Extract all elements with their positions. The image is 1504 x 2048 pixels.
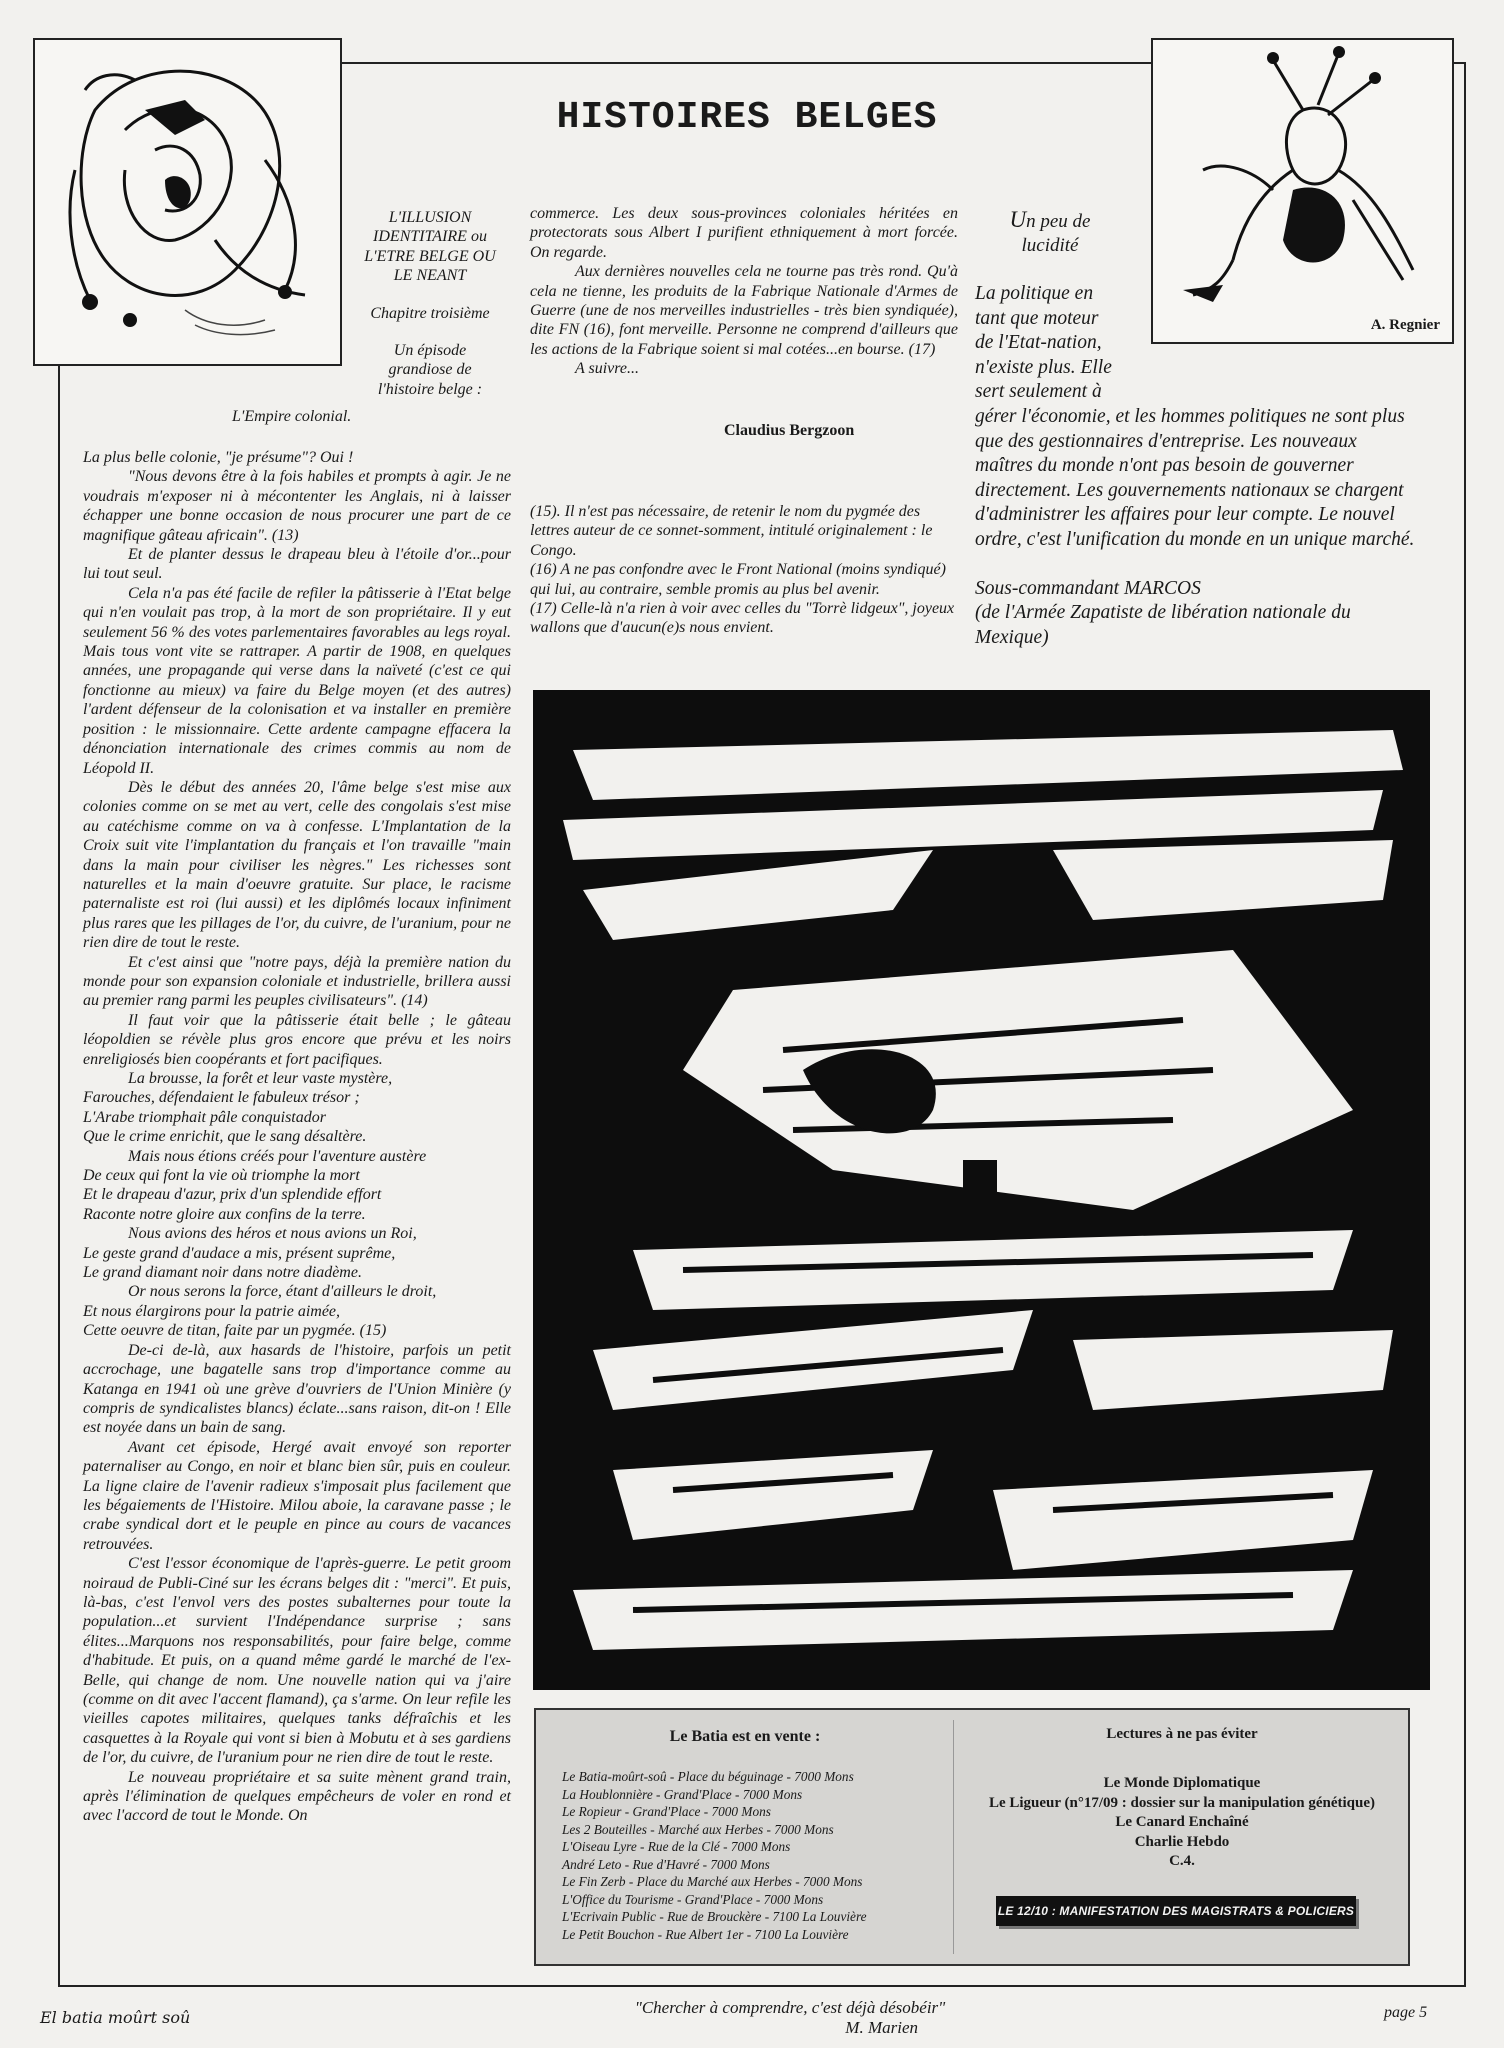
- illustration-credit: A. Regnier: [1370, 317, 1440, 333]
- paragraph: Il faut voir que la pâtisserie était belle ; le gâteau léopoldien se révèle plus gros encore que prévu et les noirs enreligiosés bien coopérants et fort pacifiques.: [83, 1011, 511, 1068]
- list-item: Les 2 Bouteilles - Marché aux Herbes - 7000 Mons: [562, 1821, 834, 1837]
- article2-title: [980, 208, 1120, 258]
- title-initial: U: [1009, 207, 1027, 232]
- jester-illustration-left: [33, 38, 342, 366]
- list-item: André Leto - Rue d'Havré - 7000 Mons: [562, 1856, 770, 1872]
- paragraph: Et de planter dessus le drapeau bleu à l'étoile d'or...pour lui tout seul.: [83, 546, 511, 583]
- verse-line: Le geste grand d'audace a mis, présent suprême,: [83, 1244, 396, 1262]
- list-item: Le Ropieur - Grand'Place - 7000 Mons: [562, 1804, 771, 1819]
- verse-line: Farouches, défendaient le fabuleux trésor ;: [83, 1089, 360, 1107]
- list-item: Charlie Hebdo: [1134, 1833, 1230, 1850]
- footnote: (17) Celle-là n'a rien à voir avec celles du "Torrè lidgeux", joyeux wallons que d'aucun(e)s nous envient.: [530, 600, 955, 637]
- paragraph: Le nouveau propriétaire et sa suite mènent grand train, après l'élimination de quelques empêcheurs de voler en rond et avec l'accord de tout le Monde. On: [83, 1768, 511, 1825]
- woodcut-landscape-image: [533, 690, 1430, 1690]
- list-item: C.4.: [1169, 1853, 1195, 1869]
- body-line: de l'Etat-nation,: [975, 332, 1102, 354]
- list-item: Le Canard Enchaîné: [1115, 1814, 1249, 1830]
- list-item: L'Ecrivain Public - Rue de Brouckère - 7100 La Louvière: [562, 1909, 867, 1924]
- page-number: page 5: [1384, 2004, 1428, 2021]
- list-item: Le Petit Bouchon - Rue Albert 1er - 7100 La Louvière: [562, 1926, 849, 1942]
- intro-heading: L'ILLUSION IDENTITAIRE ou L'ETRE BELGE OU LE NEANT: [364, 209, 496, 285]
- article-author: Claudius Bergzoon: [724, 422, 855, 439]
- verse-line: Nous avions des héros et nous avions un Roi,: [128, 1225, 417, 1243]
- verse-line: Et le drapeau d'azur, prix d'un splendide effort: [83, 1186, 382, 1204]
- verse-line: Mais nous étions créés pour l'aventure austère: [128, 1147, 427, 1165]
- verse-line: Que le crime enrichit, que le sang désaltère.: [83, 1128, 367, 1146]
- intro-chapter: Chapitre troisième: [370, 304, 490, 322]
- jester-drawing-right: [1153, 40, 1452, 320]
- article-subtitle: L'Empire colonial.: [232, 408, 352, 425]
- paragraph: Et c'est ainsi que "notre pays, déjà la première nation du monde pour son expansion coloniale et industrielle, brillera aussi au premier rang parmi les peuples civilisateurs". (14): [83, 953, 511, 1010]
- paragraph: De-ci de-là, aux hasards de l'histoire, parfois un petit accrochage, une bagatelle sans trop d'importance comme au Katanga en 1941 où une grève d'ouvriers de l'Union Minière (y compris de syndicalistes blancs) éclate...sans raison, dit-on ! Elle est noyée dans un bain de sang.: [83, 1341, 511, 1437]
- info-panel: [534, 1708, 1410, 1966]
- sale-box-title: Le Batia est en vente :: [669, 1728, 821, 1745]
- verse-line: Le grand diamant noir dans notre diadème.: [83, 1264, 362, 1282]
- intro-episode: Un épisode grandiose de l'histoire belge :: [377, 342, 483, 398]
- title-rest: n peu de: [1026, 211, 1091, 232]
- quote-text: "Chercher à comprendre, c'est déjà désobéir": [634, 1998, 946, 2017]
- signature-affiliation: (de l'Armée Zapatiste de libération nationale du Mexique): [975, 602, 1351, 648]
- quote-author: M. Marien: [845, 2018, 918, 2037]
- verse-line: Or nous serons la force, étant d'ailleurs le droit,: [128, 1283, 437, 1301]
- body-line: sert seulement à: [975, 381, 1102, 403]
- article-middle-column: [530, 204, 958, 379]
- verse-line: Et nous élargirons pour la patrie aimée,: [83, 1302, 341, 1320]
- announcement-banner: LE 12/10 : MANIFESTATION DES MAGISTRATS & POLICIERS: [996, 1896, 1356, 1926]
- list-item: Le Fin Zerb - Place du Marché aux Herbes - 7000 Mons: [562, 1874, 863, 1889]
- woodcut-drawing: [533, 690, 1430, 1690]
- list-item: Le Ligueur (n°17/09 : dossier sur la manipulation génétique): [988, 1794, 1376, 1811]
- paragraph: Avant cet épisode, Hergé avait envoyé son reporter paternaliser au Congo, en noir et blanc bien sûr, puis en couleur. La ligne claire de l'avenir radieux s'imposait plus facilement que les bégaiements de l'Histoire. Milou aboie, la caravane passe ; le crabe syndical dort et le peuple en pince au cours de vacances retrouvées.: [83, 1438, 511, 1553]
- paragraph: "Nous devons être à la fois habiles et prompts à agir. Je ne voudrais m'exposer ni à mécontenter les Anglais, ni à laisser échapper une bonne occasion de nous procurer une part de ce magnifique gâteau africain". (13): [83, 468, 511, 544]
- verse-line: De ceux qui font la vie où triomphe la mort: [83, 1167, 360, 1185]
- sale-locations-list: [562, 1768, 942, 1943]
- paragraph: commerce. Les deux sous-provinces coloniales héritées en protectorats sous Albert I purifient ethniquement à mort forcée. On regarde.: [530, 205, 958, 261]
- body-line: n'existe plus. Elle: [975, 356, 1112, 378]
- paragraph: La plus belle colonie, "je présume"? Oui !: [83, 449, 354, 466]
- body-paragraph: gérer l'économie, et les hommes politiques ne sont plus que des gestionnaires d'entreprise. Les nouveaux maîtres du monde n'ont pas besoin de gouverner directement. Les gouvernements nationaux se chargent d'administrer les affaires pour leur compte. Le nouvel ordre, c'est l'unification du monde en un unique marché.: [975, 405, 1415, 550]
- page-title: HISTOIRES BELGES: [556, 96, 938, 139]
- verse-line: Raconte notre gloire aux confins de la terre.: [83, 1205, 366, 1223]
- footnote: (15). Il n'est pas nécessaire, de retenir le nom du pygmée des lettres auteur de ce sonnet-somment, intitulé originalement : le Congo.: [530, 503, 933, 559]
- jester-drawing-left: [35, 40, 340, 364]
- body-line: tant que moteur: [975, 307, 1099, 329]
- reading-box-title: Lectures à ne pas éviter: [1106, 1726, 1258, 1742]
- list-item: La Houblonnière - Grand'Place - 7000 Mons: [562, 1786, 803, 1802]
- article-left-column: [83, 448, 511, 1826]
- reading-list: [954, 1774, 1410, 1872]
- list-item: L'Oiseau Lyre - Rue de la Clé - 7000 Mons: [562, 1839, 791, 1854]
- body-line: La politique en: [975, 283, 1094, 304]
- paragraph: Dès le début des années 20, l'âme belge s'est mise aux colonies comme on se met au vert, celle des congolais s'est mise au catéchisme comme on va à confesse. L'Implantation de la Croix suit vite l'implantation du français et l'on travaille "main dans la main pour civiliser les nègres." Les richesses sont naturelles et la main d'oeuvre gratuite. Sur place, le racisme paternaliste est roi (lui aussi) et les diplômés locaux infiniment plus rares que les pillages de l'or, du cuivre, de l'uranium, pour ne rien dire de tout le reste.: [83, 778, 511, 952]
- article2-body: [975, 282, 1415, 650]
- footnote: (16) A ne pas confondre avec le Front National (moins syndiqué) qui lui, au contraire, semble promis au plus bel avenir.: [530, 561, 946, 598]
- list-item: Le Batia-moûrt-soû - Place du béguinage - 7000 Mons: [562, 1769, 854, 1784]
- list-item: Le Monde Diplomatique: [1103, 1775, 1261, 1791]
- footer-publication-name: El batia moûrt soû: [40, 2008, 191, 2027]
- verse-line: La brousse, la forêt et leur vaste mystère,: [128, 1070, 393, 1087]
- paragraph: A suivre...: [575, 360, 639, 378]
- footer-quote: [570, 1998, 1010, 2038]
- paragraph: C'est l'essor économique de l'après-guerre. Le petit groom noiraud de Publi-Ciné sur les écrans belges dit : "merci". Et puis, là-bas, c'est l'envol vers des postes subalternes pour toute la population...et survient l'Indépendance surprise ; sans élites...Marquons nos responsabilités, pour faire belge, comme d'habitude. Et puis, on a quand même gardé le marché de l'ex-Belle, qui change de nom. Une nouvelle nation qui va j'aire (comme on dit avec l'accent flamand), ça s'arme. On leur refile les vieilles capotes militaires, quelques tanks défraîchis et les casquettes à la Royale qui vont si bien à Mobutu et à ses gardiens de l'or, du cuivre, de l'uranium pour ne rien dire de tout le reste.: [83, 1555, 511, 1767]
- signature-name: Sous-commandant MARCOS: [975, 577, 1201, 599]
- article-intro: [360, 208, 500, 417]
- list-item: L'Office du Tourisme - Grand'Place - 7000 Mons: [562, 1891, 824, 1907]
- footnotes: [530, 502, 958, 638]
- verse-line: Cette oeuvre de titan, faite par un pygmée. (15): [83, 1322, 387, 1340]
- paragraph: Aux dernières nouvelles cela ne tourne pas très rond. Qu'à cela ne tienne, les produits de la Fabrique Nationale d'Armes de Guerre (une de nos merveilles industrielles - très bien syndiquée), dite FN (16), font merveille. Personne ne comprend d'ailleurs que les actions de la Fabrique soient si mal cotées...en bourse. (17): [530, 263, 958, 358]
- verse-line: L'Arabe triomphait pâle conquistador: [83, 1108, 326, 1126]
- paragraph: Cela n'a pas été facile de refiler la pâtisserie à l'Etat belge qui n'en voulait pas trop, à la mort de son propriétaire. Il y eut seulement 56 % des votes parlementaires favorables au legs royal. Mais tous vont vite se rattraper. A partir de 1908, en quelques années, une propagande qui verse dans la naïveté (c'est ce qui fonctionne au mieux) va faire du Belge moyen (et des autres) l'ardent défenseur de la colonisation et va installer en première position : le missionnaire. Cette ardente campagne effacera la dénonciation internationale des crimes commis au nom de Léopold II.: [83, 584, 511, 777]
- title-line2: lucidité: [1021, 235, 1079, 256]
